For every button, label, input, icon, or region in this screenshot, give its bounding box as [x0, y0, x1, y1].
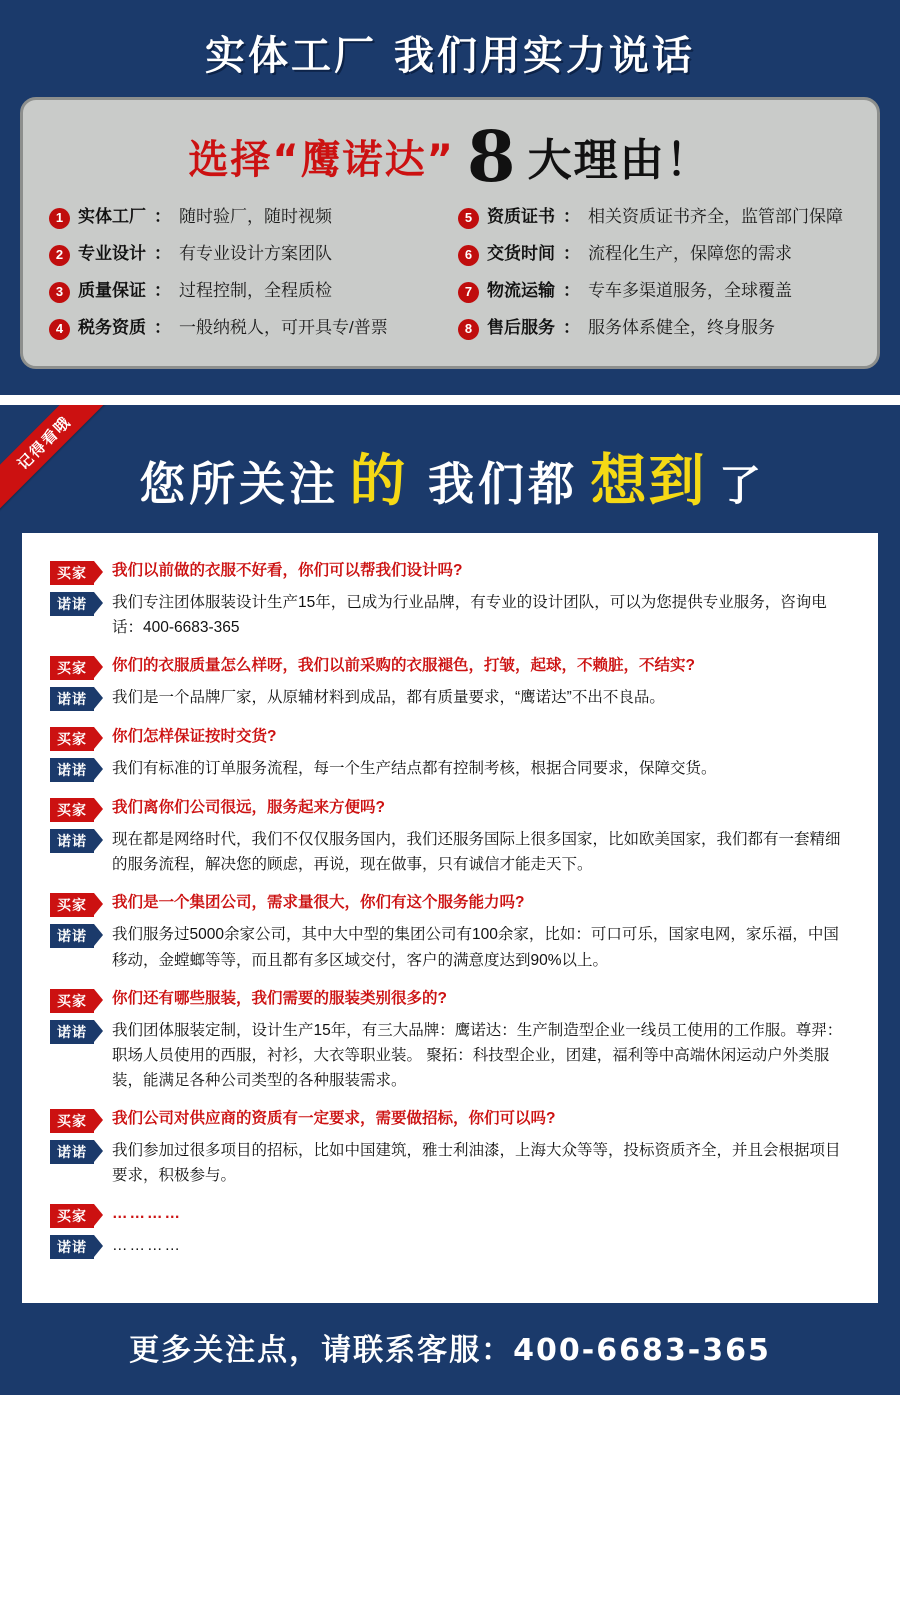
answer-text: 我们有标准的订单服务流程，每一个生产结点都有控制考核，根据合同要求，保障交货。	[112, 760, 717, 778]
reasons-heading-red: 选择“鹰诺达”	[188, 136, 455, 183]
reason-number-badge: 7	[458, 282, 479, 303]
question-text: …………	[112, 1205, 182, 1223]
question-line	[50, 891, 850, 917]
reason-text: 有专业设计方案团队	[179, 244, 332, 263]
question-line	[50, 987, 850, 1013]
reason-separator: ：	[563, 207, 580, 226]
question-line	[50, 559, 850, 585]
reason-number-badge: 6	[458, 245, 479, 266]
reason-number-badge: 2	[49, 245, 70, 266]
reason-label: 售后服务	[487, 318, 555, 337]
answer-text: 现在都是网络时代，我们不仅仅服务国内，我们还服务国际上很多国家，比如欧美国家，我们都有一套精细的服务流程，解决您的顾虑，再说，现在做事，只有诚信才能走天下。	[112, 831, 841, 874]
reason-label: 物流运输	[487, 281, 555, 300]
reason-item	[49, 206, 442, 229]
answer-text: 我们参加过很多项目的招标，比如中国建筑，雅士利油漆，上海大众等等，投标资质齐全，并且会根据项目要求，积极参与。	[112, 1141, 841, 1185]
answer-line	[50, 1138, 850, 1188]
question-line	[50, 654, 850, 680]
reasons-heading-black: 大理由！	[527, 135, 712, 186]
qa-block	[50, 987, 850, 1093]
question-line	[50, 1202, 850, 1228]
faq-heading-part5: 了	[718, 461, 761, 510]
question-line	[50, 725, 850, 751]
answer-text: 我们专注团体服装设计生产15年，已成为行业品牌，有专业的设计团队，可以为您提供专业服务，咨询电话：400-6683-365	[112, 594, 827, 637]
answer-line	[50, 685, 850, 711]
corner-ribbon: 记得看哦	[0, 405, 112, 510]
question-text: 我们是一个集团公司，需求量很大，你们有这个服务能力吗?	[112, 894, 525, 912]
reason-number-badge: 5	[458, 208, 479, 229]
reason-separator: ：	[563, 318, 580, 337]
buyer-tag: 买家	[50, 561, 94, 585]
faq-heading	[22, 419, 878, 533]
seller-tag: 诺诺	[50, 829, 94, 853]
seller-tag: 诺诺	[50, 1020, 94, 1044]
reason-text: 流程化生产，保障您的需求	[588, 244, 792, 263]
question-text: 你们怎样保证按时交货?	[112, 728, 277, 746]
question-line	[50, 796, 850, 822]
faq-section	[0, 405, 900, 1395]
reason-item	[49, 317, 442, 340]
answer-text: …………	[112, 1237, 182, 1255]
qa-block	[50, 1107, 850, 1188]
answer-line	[50, 922, 850, 972]
reasons-heading-number: 8	[466, 114, 516, 198]
reason-separator: ：	[154, 207, 171, 226]
question-text: 你们还有哪些服装，我们需要的服装类别很多的?	[112, 989, 447, 1007]
reason-item	[458, 317, 851, 340]
seller-tag: 诺诺	[50, 758, 94, 782]
reason-text: 一般纳税人，可开具专/普票	[179, 318, 388, 337]
question-text: 我们以前做的衣服不好看，你们可以帮我们设计吗?	[112, 562, 463, 579]
footer-contact: 更多关注点，请联系客服：400-6683-365	[22, 1303, 878, 1395]
buyer-tag: 买家	[50, 798, 94, 822]
answer-text: 我们是一个品牌厂家，从原辅材料到成品，都有质量要求，“鹰诺达”不出不良品。	[112, 689, 665, 707]
reason-number-badge: 1	[49, 208, 70, 229]
reason-item	[458, 280, 851, 303]
answer-text: 我们团体服装定制，设计生产15年，有三大品牌：鹰诺达：生产制造型企业一线员工使用的工作服。尊羿：职场人员使用的西服，衬衫，大衣等职业装。 聚拓：科技型企业，团建，福利等中高端休闲运动户外类服装，能满足各种公司类型的各种服装需求。	[112, 1021, 843, 1089]
buyer-tag: 买家	[50, 1109, 94, 1133]
qa-block	[50, 1202, 850, 1259]
reason-text: 服务体系健全，终身服务	[588, 318, 775, 337]
seller-tag: 诺诺	[50, 1235, 94, 1259]
reasons-section	[0, 0, 900, 395]
reason-text: 过程控制，全程质检	[179, 281, 332, 300]
seller-tag: 诺诺	[50, 592, 94, 616]
answer-line	[50, 1233, 850, 1259]
seller-tag: 诺诺	[50, 1140, 94, 1164]
reason-separator: ：	[154, 281, 171, 300]
reason-separator: ：	[563, 281, 580, 300]
seller-tag: 诺诺	[50, 924, 94, 948]
reason-text: 随时验厂，随时视频	[179, 207, 332, 226]
answer-line	[50, 756, 850, 782]
reason-label: 专业设计	[78, 244, 146, 263]
reason-number-badge: 8	[458, 319, 479, 340]
reason-label: 交货时间	[487, 244, 555, 263]
buyer-tag: 买家	[50, 1204, 94, 1228]
question-line	[50, 1107, 850, 1133]
reason-separator: ：	[154, 318, 171, 337]
reasons-box	[20, 97, 880, 369]
question-text: 我们公司对供应商的资质有一定要求，需要做招标，你们可以吗?	[112, 1109, 556, 1127]
buyer-tag: 买家	[50, 656, 94, 680]
reason-number-badge: 4	[49, 319, 70, 340]
faq-heading-part1: 您所关注	[139, 457, 340, 511]
reasons-grid	[49, 206, 851, 340]
faq-heading-part3: 我们都	[427, 457, 578, 511]
answer-line	[50, 827, 850, 877]
buyer-tag: 买家	[50, 727, 94, 751]
reason-number-badge: 3	[49, 282, 70, 303]
qa-block	[50, 725, 850, 782]
reason-separator: ：	[154, 244, 171, 263]
faq-heading-part2: 的	[349, 449, 408, 514]
banner-title: 实体工厂 我们用实力说话	[205, 33, 695, 79]
reason-text: 专车多渠道服务，全球覆盖	[588, 281, 792, 300]
reason-item	[458, 206, 851, 229]
qa-block	[50, 654, 850, 711]
buyer-tag: 买家	[50, 893, 94, 917]
reason-separator: ：	[563, 244, 580, 263]
reason-label: 质量保证	[78, 281, 146, 300]
reason-label: 资质证书	[487, 207, 555, 226]
answer-text: 我们服务过5000余家公司，其中大中型的集团公司有100余家，比如：可口可乐，国家电网，家乐福，中国移动，金螳螂等等，而且都有多区域交付，客户的满意度达到90%以上。	[112, 926, 839, 969]
qa-block	[50, 891, 850, 972]
reason-item	[458, 243, 851, 266]
answer-line	[50, 1018, 850, 1093]
answer-line	[50, 590, 850, 640]
reason-label: 实体工厂	[78, 207, 146, 226]
buyer-tag: 买家	[50, 989, 94, 1013]
qa-block	[50, 559, 850, 640]
seller-tag: 诺诺	[50, 687, 94, 711]
reasons-heading	[49, 114, 851, 206]
faq-card	[22, 533, 878, 1303]
question-text: 你们的衣服质量怎么样呀，我们以前采购的衣服褪色，打皱，起球，不赖脏，不结实?	[112, 657, 695, 675]
reason-label: 税务资质	[78, 318, 146, 337]
question-text: 我们离你们公司很远，服务起来方便吗?	[112, 799, 385, 817]
reason-item	[49, 280, 442, 303]
reason-text: 相关资质证书齐全，监管部门保障	[588, 207, 843, 226]
section-divider	[0, 395, 900, 405]
reason-item	[49, 243, 442, 266]
qa-block	[50, 796, 850, 877]
faq-heading-part4: 想到	[590, 449, 707, 514]
